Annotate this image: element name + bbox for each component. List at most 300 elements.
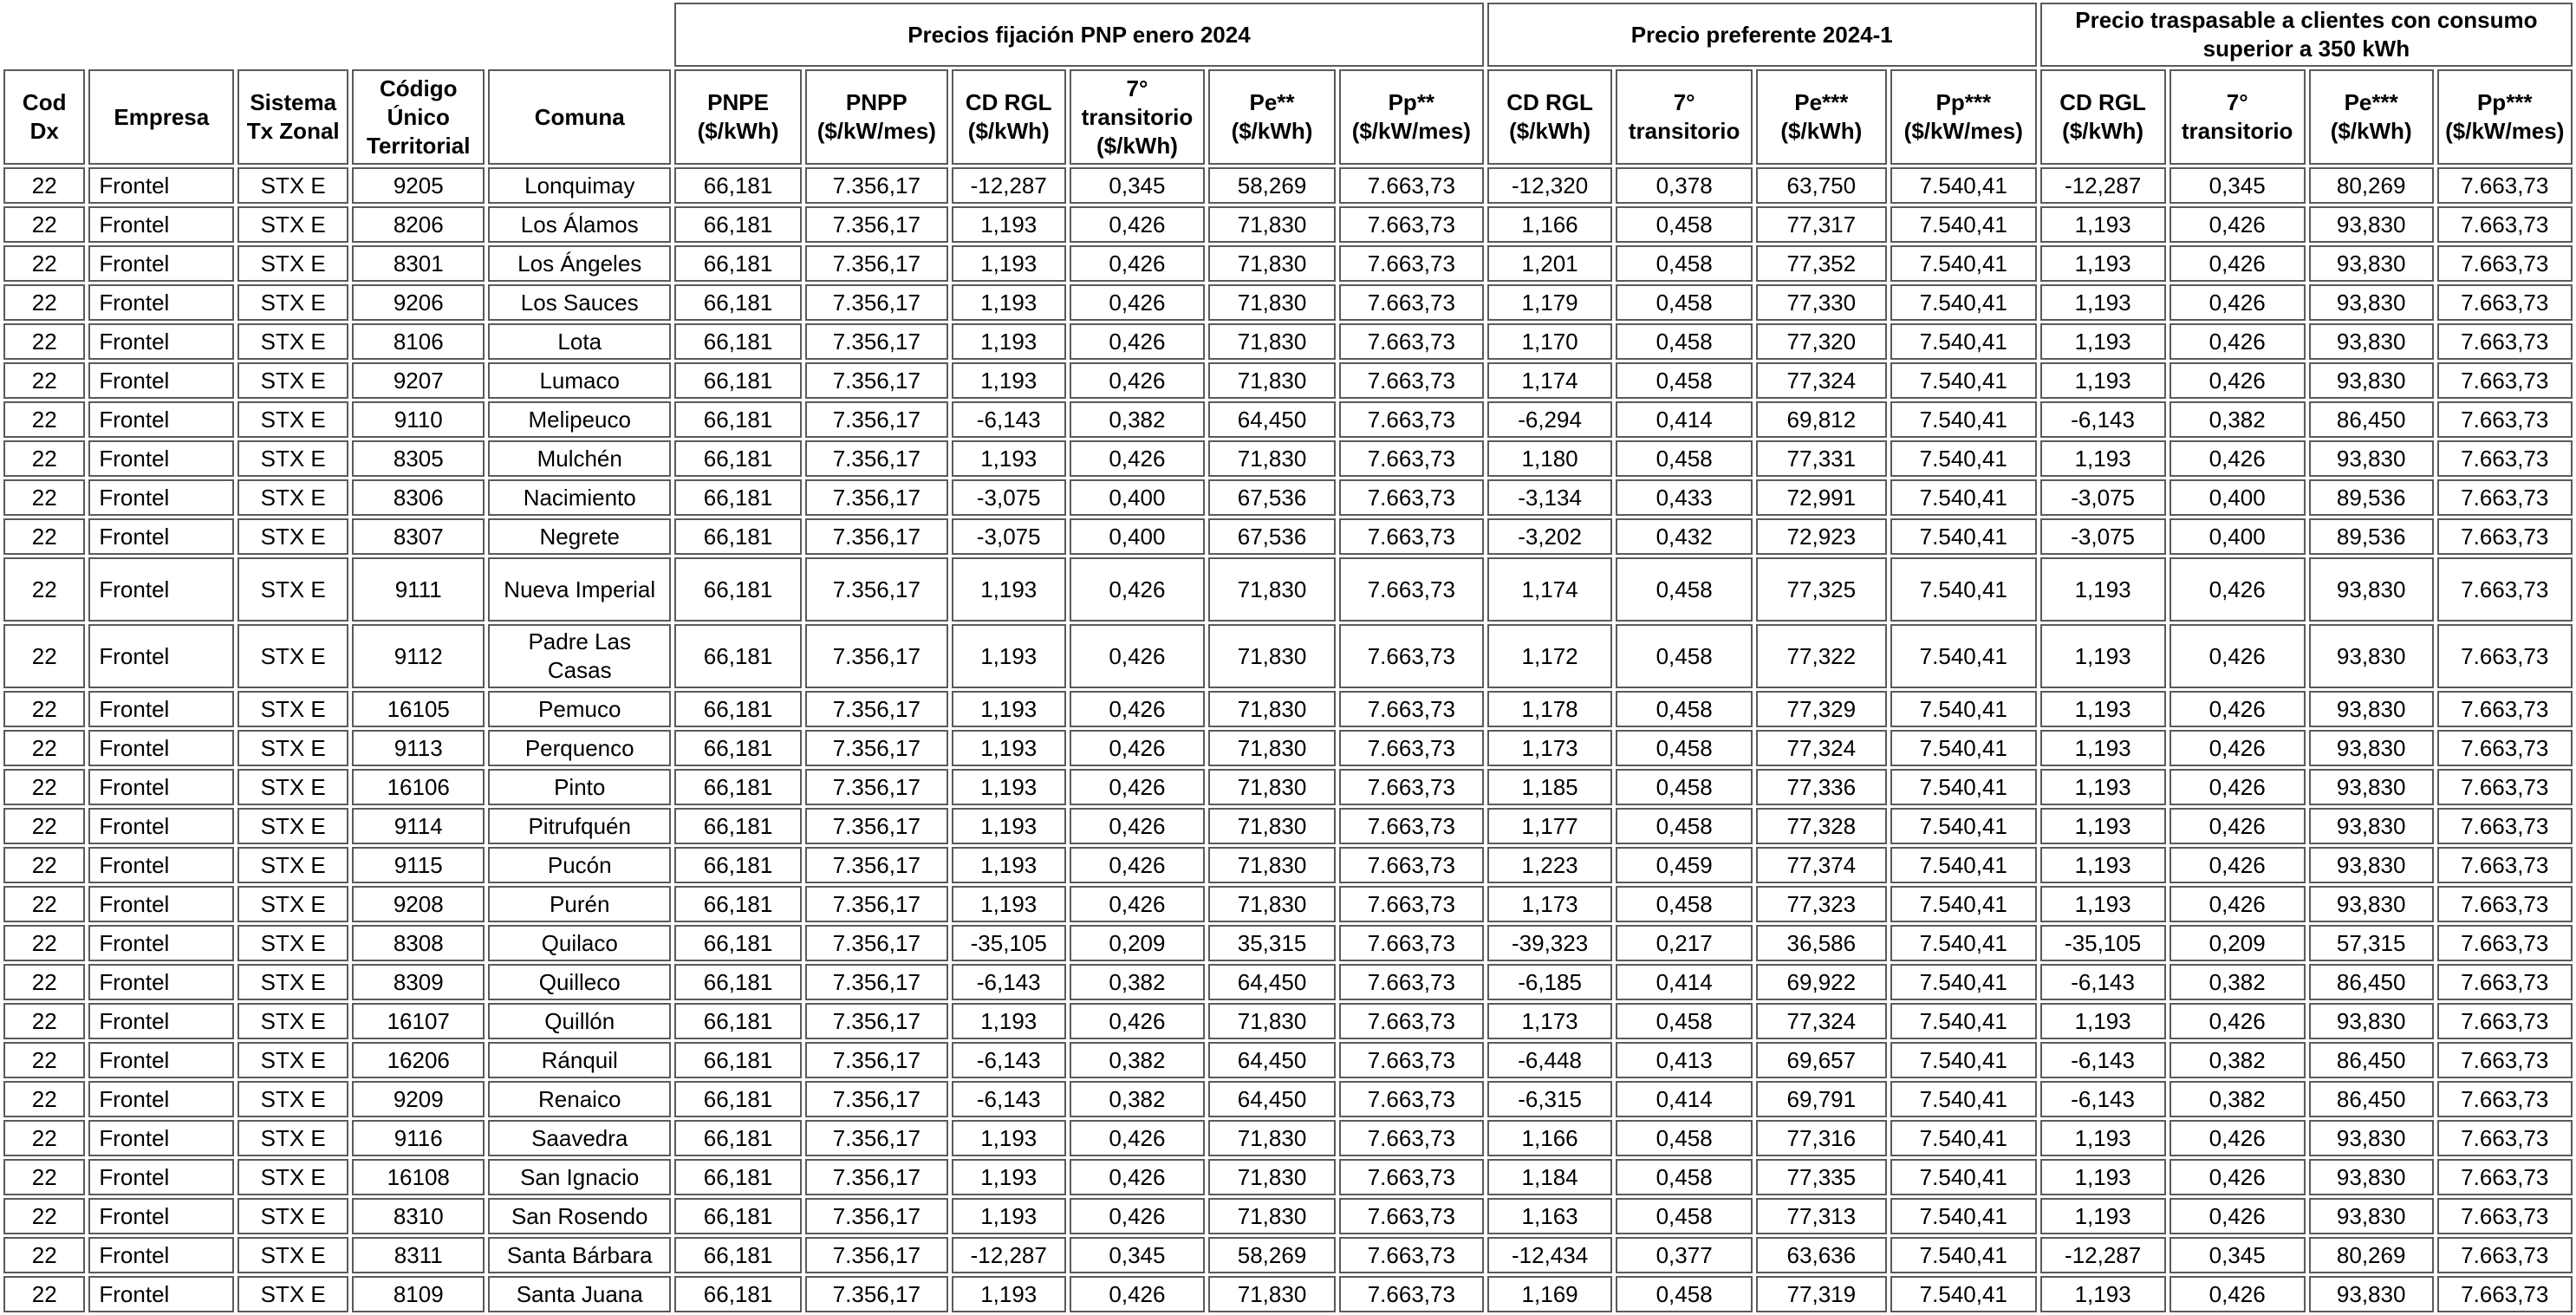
column-header: Empresa: [88, 69, 234, 165]
table-cell: 9111: [352, 557, 485, 622]
table-cell: 93,830: [2309, 1120, 2434, 1156]
table-cell: 7.663,73: [2437, 1276, 2573, 1312]
table-row: [3, 1276, 2573, 1312]
table-cell: 7.663,73: [1339, 925, 1484, 961]
table-cell: 77,317: [1756, 206, 1887, 243]
table-cell: 7.356,17: [805, 1198, 948, 1234]
table-cell: 22: [3, 518, 85, 555]
table-cell: -39,323: [1487, 925, 1613, 961]
table-cell: 64,450: [1208, 401, 1336, 438]
table-cell: 8307: [352, 518, 485, 555]
table-cell: 7.663,73: [2437, 624, 2573, 688]
table-cell: 0,458: [1616, 769, 1752, 805]
table-cell: 0,426: [2169, 769, 2306, 805]
table-row: [3, 847, 2573, 883]
table-cell: 22: [3, 1198, 85, 1234]
table-row: [3, 1198, 2573, 1234]
table-cell: 93,830: [2309, 1276, 2434, 1312]
table-cell: 7.540,41: [1890, 479, 2037, 516]
table-cell: 0,426: [2169, 691, 2306, 727]
table-cell: 7.540,41: [1890, 925, 2037, 961]
comuna-cell: Quillón: [488, 1003, 671, 1039]
table-cell: -6,448: [1487, 1042, 1613, 1078]
table-cell: 0,458: [1616, 886, 1752, 922]
table-cell: 93,830: [2309, 557, 2434, 622]
table-cell: 1,166: [1487, 206, 1613, 243]
table-cell: 1,193: [952, 1003, 1066, 1039]
table-cell: Frontel: [88, 323, 234, 360]
table-cell: Frontel: [88, 362, 234, 399]
comuna-cell: Mulchén: [488, 440, 671, 477]
table-cell: 1,193: [952, 1198, 1066, 1234]
table-cell: 22: [3, 624, 85, 688]
table-cell: -12,287: [2040, 167, 2166, 204]
table-cell: Frontel: [88, 769, 234, 805]
group-header-pnp: Precios fijación PNP enero 2024: [674, 3, 1484, 67]
table-cell: 16206: [352, 1042, 485, 1078]
table-cell: 7.663,73: [1339, 167, 1484, 204]
table-cell: 7.663,73: [1339, 730, 1484, 766]
table-cell: 7.663,73: [2437, 1003, 2573, 1039]
table-cell: STX E: [237, 1081, 348, 1117]
table-cell: 1,184: [1487, 1159, 1613, 1195]
table-cell: 0,458: [1616, 1198, 1752, 1234]
comuna-cell: Santa Bárbara: [488, 1237, 671, 1273]
table-cell: 93,830: [2309, 284, 2434, 321]
table-row: [3, 440, 2573, 477]
comuna-cell: Los Sauces: [488, 284, 671, 321]
table-cell: -3,202: [1487, 518, 1613, 555]
table-cell: 71,830: [1208, 284, 1336, 321]
table-cell: 66,181: [674, 624, 802, 688]
table-cell: 1,185: [1487, 769, 1613, 805]
table-cell: 7.540,41: [1890, 245, 2037, 282]
table-cell: Frontel: [88, 925, 234, 961]
table-cell: 86,450: [2309, 964, 2434, 1000]
table-cell: 1,170: [1487, 323, 1613, 360]
table-cell: 66,181: [674, 925, 802, 961]
table-cell: 7.663,73: [1339, 245, 1484, 282]
table-cell: 1,193: [2040, 362, 2166, 399]
table-cell: STX E: [237, 518, 348, 555]
table-cell: 1,180: [1487, 440, 1613, 477]
group-header-preferente: Precio preferente 2024-1: [1487, 3, 2037, 67]
table-row: [3, 1120, 2573, 1156]
table-cell: 22: [3, 691, 85, 727]
table-cell: 66,181: [674, 1237, 802, 1273]
table-cell: 93,830: [2309, 362, 2434, 399]
table-cell: 7.356,17: [805, 847, 948, 883]
table-cell: 86,450: [2309, 1081, 2434, 1117]
table-cell: 0,426: [1070, 1198, 1205, 1234]
table-cell: 57,315: [2309, 925, 2434, 961]
table-cell: 7.663,73: [2437, 1042, 2573, 1078]
table-cell: 0,458: [1616, 206, 1752, 243]
table-cell: Frontel: [88, 1081, 234, 1117]
table-row: [3, 769, 2573, 805]
table-cell: 0,413: [1616, 1042, 1752, 1078]
table-cell: 0,426: [2169, 847, 2306, 883]
table-cell: 0,382: [2169, 401, 2306, 438]
table-cell: 7.540,41: [1890, 847, 2037, 883]
comuna-cell: Padre Las Casas: [488, 624, 671, 688]
table-cell: 69,657: [1756, 1042, 1887, 1078]
table-cell: 1,173: [1487, 730, 1613, 766]
table-cell: 0,458: [1616, 691, 1752, 727]
table-cell: 7.356,17: [805, 206, 948, 243]
table-cell: 77,330: [1756, 284, 1887, 321]
table-cell: Frontel: [88, 284, 234, 321]
comuna-cell: Perquenco: [488, 730, 671, 766]
table-cell: 0,426: [1070, 245, 1205, 282]
column-header: Sistema Tx Zonal: [237, 69, 348, 165]
table-cell: Frontel: [88, 206, 234, 243]
table-cell: 9116: [352, 1120, 485, 1156]
table-cell: 16108: [352, 1159, 485, 1195]
table-row: [3, 1159, 2573, 1195]
column-header: CD RGL ($/kWh): [2040, 69, 2166, 165]
table-cell: 7.663,73: [1339, 1120, 1484, 1156]
table-cell: 66,181: [674, 245, 802, 282]
table-cell: -3,075: [2040, 479, 2166, 516]
table-cell: 7.356,17: [805, 1081, 948, 1117]
table-cell: 7.663,73: [2437, 847, 2573, 883]
table-cell: Frontel: [88, 1237, 234, 1273]
table-cell: 1,193: [952, 206, 1066, 243]
table-cell: 0,345: [1070, 1237, 1205, 1273]
table-cell: 9115: [352, 847, 485, 883]
table-cell: 7.663,73: [1339, 1159, 1484, 1195]
table-cell: STX E: [237, 847, 348, 883]
table-cell: 0,377: [1616, 1237, 1752, 1273]
table-cell: 58,269: [1208, 167, 1336, 204]
table-cell: 0,378: [1616, 167, 1752, 204]
table-cell: -6,143: [952, 1042, 1066, 1078]
table-cell: 7.356,17: [805, 518, 948, 555]
table-cell: 1,169: [1487, 1276, 1613, 1312]
comuna-cell: Nacimiento: [488, 479, 671, 516]
table-cell: 7.540,41: [1890, 206, 2037, 243]
table-cell: 1,193: [2040, 1159, 2166, 1195]
table-cell: 0,345: [1070, 167, 1205, 204]
table-cell: 1,193: [2040, 323, 2166, 360]
table-cell: 71,830: [1208, 362, 1336, 399]
table-cell: 1,193: [2040, 1276, 2166, 1312]
comuna-cell: Quilaco: [488, 925, 671, 961]
table-cell: -12,287: [952, 167, 1066, 204]
table-cell: 7.540,41: [1890, 557, 2037, 622]
table-cell: 7.356,17: [805, 1042, 948, 1078]
table-cell: 7.663,73: [2437, 1198, 2573, 1234]
table-cell: 0,382: [2169, 964, 2306, 1000]
table-cell: 7.663,73: [1339, 323, 1484, 360]
table-cell: 93,830: [2309, 730, 2434, 766]
table-cell: 0,426: [2169, 557, 2306, 622]
table-cell: 64,450: [1208, 1081, 1336, 1117]
table-cell: Frontel: [88, 557, 234, 622]
table-row: [3, 284, 2573, 321]
table-cell: 0,426: [1070, 769, 1205, 805]
table-row: [3, 925, 2573, 961]
table-cell: 93,830: [2309, 440, 2434, 477]
table-cell: 66,181: [674, 1120, 802, 1156]
table-cell: 0,426: [1070, 206, 1205, 243]
table-cell: 0,426: [2169, 284, 2306, 321]
table-cell: 7.663,73: [2437, 479, 2573, 516]
table-cell: STX E: [237, 1159, 348, 1195]
table-cell: 7.540,41: [1890, 401, 2037, 438]
table-cell: 7.356,17: [805, 362, 948, 399]
table-cell: 0,426: [2169, 1003, 2306, 1039]
table-cell: -35,105: [952, 925, 1066, 961]
table-cell: 77,329: [1756, 691, 1887, 727]
comuna-cell: San Rosendo: [488, 1198, 671, 1234]
table-row: [3, 206, 2573, 243]
table-cell: 22: [3, 245, 85, 282]
table-cell: STX E: [237, 323, 348, 360]
table-cell: 22: [3, 167, 85, 204]
table-cell: 0,426: [2169, 245, 2306, 282]
table-cell: 22: [3, 1042, 85, 1078]
table-cell: 93,830: [2309, 691, 2434, 727]
table-cell: 71,830: [1208, 245, 1336, 282]
table-cell: 1,193: [2040, 691, 2166, 727]
table-cell: 1,193: [2040, 206, 2166, 243]
table-cell: 7.356,17: [805, 245, 948, 282]
table-cell: 67,536: [1208, 479, 1336, 516]
column-header-row: [3, 69, 2573, 165]
table-cell: 7.663,73: [2437, 1159, 2573, 1195]
table-cell: 7.663,73: [1339, 624, 1484, 688]
table-cell: 0,433: [1616, 479, 1752, 516]
table-cell: 0,382: [1070, 1042, 1205, 1078]
comuna-cell: Lonquimay: [488, 167, 671, 204]
table-cell: 7.663,73: [2437, 362, 2573, 399]
table-cell: 77,320: [1756, 323, 1887, 360]
table-cell: 8306: [352, 479, 485, 516]
table-cell: 0,426: [1070, 440, 1205, 477]
table-cell: 7.356,17: [805, 440, 948, 477]
table-cell: Frontel: [88, 518, 234, 555]
table-cell: 71,830: [1208, 730, 1336, 766]
table-cell: 66,181: [674, 691, 802, 727]
table-cell: 89,536: [2309, 479, 2434, 516]
table-cell: 7.356,17: [805, 479, 948, 516]
table-cell: 71,830: [1208, 557, 1336, 622]
table-cell: 1,178: [1487, 691, 1613, 727]
table-cell: 0,458: [1616, 362, 1752, 399]
table-cell: 0,458: [1616, 557, 1752, 622]
comuna-cell: Los Álamos: [488, 206, 671, 243]
table-cell: 22: [3, 557, 85, 622]
table-cell: 7.663,73: [2437, 323, 2573, 360]
table-cell: 22: [3, 925, 85, 961]
table-cell: 7.663,73: [2437, 964, 2573, 1000]
table-cell: 69,922: [1756, 964, 1887, 1000]
table-cell: 1,193: [952, 323, 1066, 360]
table-cell: 7.540,41: [1890, 964, 2037, 1000]
table-cell: -12,320: [1487, 167, 1613, 204]
column-header: 7° transitorio: [2169, 69, 2306, 165]
column-header: Pp** ($/kW/mes): [1339, 69, 1484, 165]
table-cell: 7.663,73: [1339, 847, 1484, 883]
table-cell: Frontel: [88, 1159, 234, 1195]
table-cell: 0,400: [1070, 479, 1205, 516]
comuna-cell: Ránquil: [488, 1042, 671, 1078]
table-cell: 93,830: [2309, 769, 2434, 805]
table-cell: 7.663,73: [2437, 808, 2573, 844]
table-cell: 93,830: [2309, 1198, 2434, 1234]
table-cell: 0,459: [1616, 847, 1752, 883]
table-cell: 0,414: [1616, 964, 1752, 1000]
table-cell: STX E: [237, 925, 348, 961]
table-cell: 71,830: [1208, 440, 1336, 477]
table-cell: 1,193: [952, 847, 1066, 883]
table-cell: 0,426: [1070, 1003, 1205, 1039]
table-cell: 7.540,41: [1890, 362, 2037, 399]
table-row: [3, 964, 2573, 1000]
table-cell: 0,209: [2169, 925, 2306, 961]
table-cell: 7.540,41: [1890, 323, 2037, 360]
table-cell: 7.663,73: [2437, 206, 2573, 243]
table-cell: 58,269: [1208, 1237, 1336, 1273]
table-row: [3, 362, 2573, 399]
table-cell: 9208: [352, 886, 485, 922]
table-cell: Frontel: [88, 964, 234, 1000]
table-cell: STX E: [237, 440, 348, 477]
table-cell: 7.540,41: [1890, 691, 2037, 727]
table-cell: -6,143: [952, 964, 1066, 1000]
table-cell: 9209: [352, 1081, 485, 1117]
table-cell: 64,450: [1208, 964, 1336, 1000]
table-cell: 22: [3, 1120, 85, 1156]
table-cell: 8106: [352, 323, 485, 360]
table-cell: STX E: [237, 624, 348, 688]
table-cell: 0,458: [1616, 323, 1752, 360]
table-cell: 93,830: [2309, 886, 2434, 922]
table-cell: 66,181: [674, 808, 802, 844]
table-cell: Frontel: [88, 1003, 234, 1039]
table-cell: 22: [3, 323, 85, 360]
column-header: Pe** ($/kWh): [1208, 69, 1336, 165]
column-header: Pp*** ($/kW/mes): [2437, 69, 2573, 165]
table-cell: 80,269: [2309, 1237, 2434, 1273]
table-cell: 1,193: [952, 440, 1066, 477]
comuna-cell: Pinto: [488, 769, 671, 805]
table-cell: 7.356,17: [805, 1159, 948, 1195]
table-cell: 1,193: [2040, 557, 2166, 622]
table-cell: 77,313: [1756, 1198, 1887, 1234]
table-cell: 0,426: [1070, 1120, 1205, 1156]
table-cell: 7.356,17: [805, 886, 948, 922]
table-cell: 0,458: [1616, 624, 1752, 688]
comuna-cell: Pucón: [488, 847, 671, 883]
table-cell: 16106: [352, 769, 485, 805]
table-cell: Frontel: [88, 401, 234, 438]
table-cell: 1,193: [952, 886, 1066, 922]
table-cell: 1,193: [952, 362, 1066, 399]
table-cell: Frontel: [88, 167, 234, 204]
table-cell: 16105: [352, 691, 485, 727]
group-header-spacer: [3, 3, 671, 67]
table-cell: STX E: [237, 1120, 348, 1156]
table-cell: 72,991: [1756, 479, 1887, 516]
table-cell: Frontel: [88, 245, 234, 282]
table-cell: 7.540,41: [1890, 769, 2037, 805]
table-cell: 71,830: [1208, 769, 1336, 805]
table-cell: 0,458: [1616, 1276, 1752, 1312]
table-cell: -12,434: [1487, 1237, 1613, 1273]
table-cell: 1,193: [952, 769, 1066, 805]
table-cell: 93,830: [2309, 206, 2434, 243]
table-cell: 1,193: [952, 1120, 1066, 1156]
table-cell: 71,830: [1208, 1276, 1336, 1312]
table-cell: 1,172: [1487, 624, 1613, 688]
table-cell: 71,830: [1208, 886, 1336, 922]
table-cell: 71,830: [1208, 1003, 1336, 1039]
table-row: [3, 1081, 2573, 1117]
table-cell: 7.356,17: [805, 808, 948, 844]
table-row: [3, 730, 2573, 766]
table-cell: 0,426: [1070, 1159, 1205, 1195]
table-cell: 7.663,73: [2437, 440, 2573, 477]
table-cell: 7.663,73: [1339, 1237, 1484, 1273]
table-cell: STX E: [237, 730, 348, 766]
table-cell: 86,450: [2309, 401, 2434, 438]
table-cell: 22: [3, 479, 85, 516]
table-cell: 7.663,73: [2437, 167, 2573, 204]
table-cell: 93,830: [2309, 624, 2434, 688]
table-cell: Frontel: [88, 479, 234, 516]
table-cell: Frontel: [88, 847, 234, 883]
table-cell: 22: [3, 964, 85, 1000]
table-row: [3, 479, 2573, 516]
table-cell: 7.356,17: [805, 284, 948, 321]
comuna-cell: Renaico: [488, 1081, 671, 1117]
table-cell: 77,374: [1756, 847, 1887, 883]
table-cell: 7.540,41: [1890, 167, 2037, 204]
table-cell: 0,426: [2169, 206, 2306, 243]
table-row: [3, 1237, 2573, 1273]
table-cell: 7.663,73: [1339, 1276, 1484, 1312]
table-cell: 7.663,73: [1339, 964, 1484, 1000]
table-cell: 0,382: [1070, 401, 1205, 438]
column-header: 7° transitorio ($/kWh): [1070, 69, 1205, 165]
table-cell: 7.663,73: [2437, 518, 2573, 555]
table-cell: -12,287: [952, 1237, 1066, 1273]
table-cell: Frontel: [88, 691, 234, 727]
table-cell: 7.356,17: [805, 624, 948, 688]
table-cell: 7.356,17: [805, 1237, 948, 1273]
table-cell: 66,181: [674, 769, 802, 805]
table-cell: STX E: [237, 557, 348, 622]
group-header-row: [3, 3, 2573, 67]
table-cell: 22: [3, 206, 85, 243]
table-cell: 0,217: [1616, 925, 1752, 961]
table-cell: 7.663,73: [1339, 1198, 1484, 1234]
table-cell: 1,193: [952, 284, 1066, 321]
table-cell: 7.663,73: [1339, 808, 1484, 844]
table-cell: 7.663,73: [1339, 1003, 1484, 1039]
table-cell: -6,143: [952, 1081, 1066, 1117]
table-cell: 22: [3, 401, 85, 438]
table-cell: -6,185: [1487, 964, 1613, 1000]
table-cell: 93,830: [2309, 323, 2434, 360]
table-cell: 71,830: [1208, 323, 1336, 360]
table-cell: 1,193: [952, 1159, 1066, 1195]
table-cell: 1,193: [2040, 886, 2166, 922]
table-cell: 66,181: [674, 401, 802, 438]
